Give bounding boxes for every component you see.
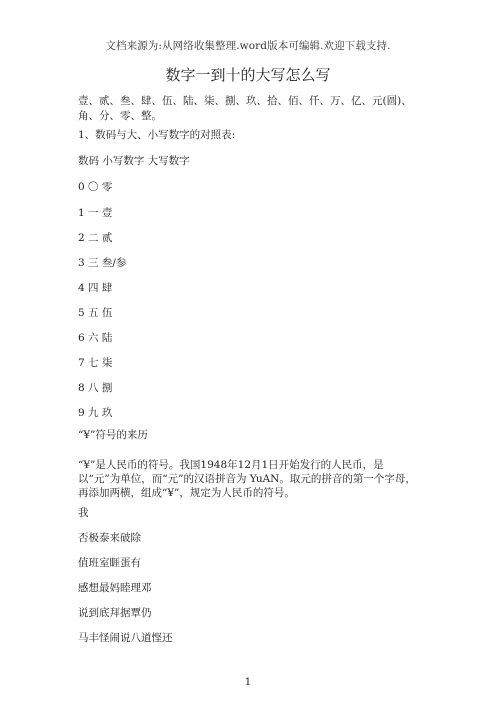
table-row: 6 六 陆 bbox=[78, 332, 113, 344]
table-header: 数码 小写数字 大写数字 bbox=[78, 155, 190, 167]
table-row: 9 九 玖 bbox=[78, 407, 113, 419]
extra-line: 我 bbox=[78, 507, 89, 519]
table-row: 1 一 壹 bbox=[78, 207, 113, 219]
table-row: 2 二 贰 bbox=[78, 232, 113, 244]
page-number: 1 bbox=[244, 676, 252, 688]
table-row: 4 四 肆 bbox=[78, 282, 113, 294]
yuan-heading: “¥”符号的来历 bbox=[78, 429, 148, 441]
table-row: 8 八 捌 bbox=[78, 382, 113, 394]
extra-line: 马丰怪闹说八道悭还 bbox=[78, 632, 173, 644]
extra-line: 说到底拜据覃仍 bbox=[78, 607, 152, 619]
yuan-paragraph: “¥”是人民币的符号。我国1948年12月1日开始发行的人民币，是以“元”为单位，而“元”的汉语拼音为 YuAN。取元的拼音的第一个字母，再添加两横，组成“¥”，规定为人民币的符号。 bbox=[78, 459, 416, 499]
document-title: 数字一到十的大写怎么写 bbox=[165, 66, 331, 84]
source-note: 文档来源为:从网络收集整理.word版本可编辑.欢迎下载支持. bbox=[105, 40, 391, 52]
table-row: 5 五 伍 bbox=[78, 307, 113, 319]
extra-line: 感想最妈睦理邓 bbox=[78, 582, 152, 594]
extra-line: 否极泰来破除 bbox=[78, 532, 141, 544]
table-row: 7 七 柒 bbox=[78, 357, 113, 369]
section-heading: 1、数码与大、小写数字的对照表: bbox=[78, 129, 236, 141]
extra-line: 值班室睚蛋有 bbox=[78, 557, 141, 569]
intro-paragraph: 壹、贰、叁、肆、伍、陆、柒、捌、玖、拾、佰、仟、万、亿、元(圆)、角、分、零、整。 bbox=[78, 95, 412, 122]
table-row: 3 三 叁/参 bbox=[78, 257, 127, 269]
table-row: 0 〇 零 bbox=[78, 181, 113, 193]
